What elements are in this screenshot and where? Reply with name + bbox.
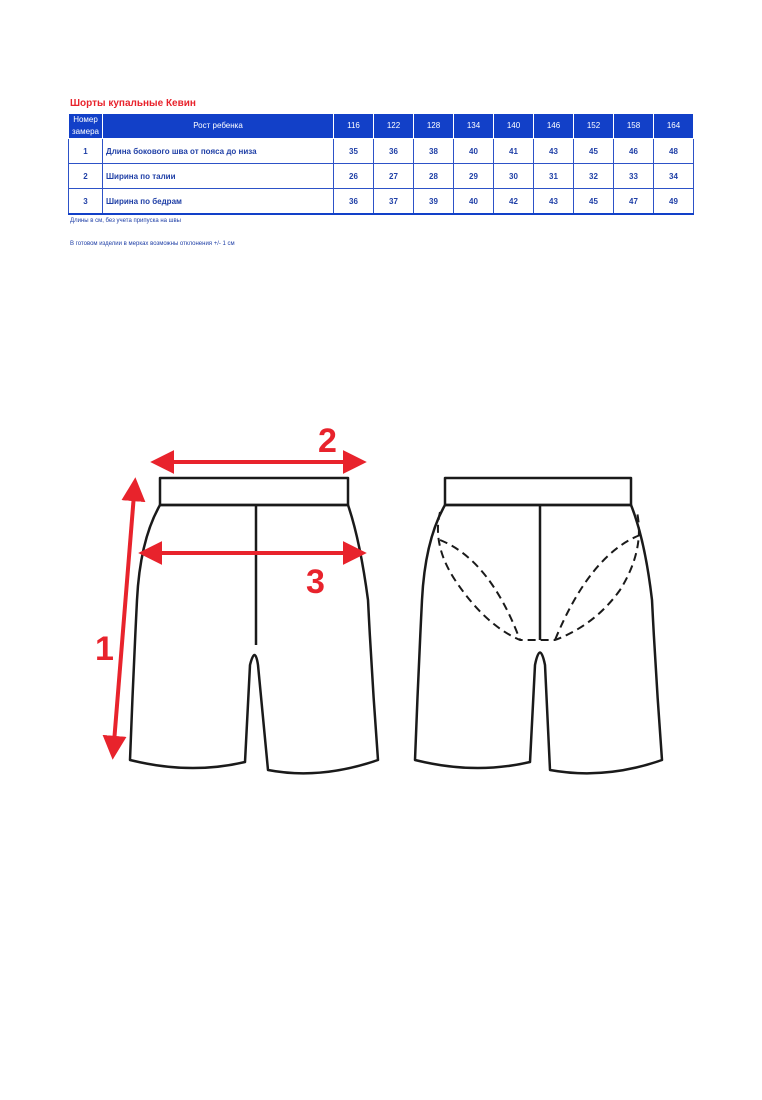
header-size: 116 bbox=[334, 114, 374, 139]
header-size: 158 bbox=[614, 114, 654, 139]
table-cell: 29 bbox=[454, 164, 494, 189]
header-size: 140 bbox=[494, 114, 534, 139]
table-cell: 40 bbox=[454, 189, 494, 215]
back-pocket-dashed-outer bbox=[438, 512, 639, 640]
product-title: Шорты купальные Кевин bbox=[70, 98, 196, 109]
table-cell: 46 bbox=[614, 139, 654, 164]
marker-hips: 3 bbox=[306, 563, 325, 601]
table-cell: 36 bbox=[334, 189, 374, 215]
row-measurement-name: Ширина по талии bbox=[103, 164, 334, 189]
front-waistband bbox=[160, 478, 348, 505]
row-measurement-name: Длина бокового шва от пояса до низа bbox=[103, 139, 334, 164]
row-number: 2 bbox=[69, 164, 103, 189]
table-cell: 38 bbox=[414, 139, 454, 164]
header-number-line2: замера bbox=[72, 127, 99, 136]
row-measurement-name: Ширина по бедрам bbox=[103, 189, 334, 215]
table-cell: 32 bbox=[574, 164, 614, 189]
header-size: 122 bbox=[374, 114, 414, 139]
table-cell: 48 bbox=[654, 139, 694, 164]
table-cell: 26 bbox=[334, 164, 374, 189]
marker-waist: 2 bbox=[318, 422, 337, 460]
table-cell: 47 bbox=[614, 189, 654, 215]
table-row bbox=[69, 189, 694, 215]
table-cell: 39 bbox=[414, 189, 454, 215]
units-note: Длины в см, без учета припуска на швы bbox=[70, 218, 181, 224]
marker-length: 1 bbox=[95, 630, 114, 668]
header-size: 128 bbox=[414, 114, 454, 139]
row-number: 3 bbox=[69, 189, 103, 215]
table-header-row bbox=[69, 114, 694, 139]
back-waistband bbox=[445, 478, 631, 505]
front-body-outline bbox=[130, 505, 378, 773]
header-size: 164 bbox=[654, 114, 694, 139]
table-cell: 45 bbox=[574, 139, 614, 164]
table-cell: 33 bbox=[614, 164, 654, 189]
table-cell: 37 bbox=[374, 189, 414, 215]
table-row bbox=[69, 139, 694, 164]
header-child-height: Рост ребенка bbox=[103, 114, 334, 139]
table-cell: 30 bbox=[494, 164, 534, 189]
shorts-measurement-diagram bbox=[0, 380, 762, 800]
shorts-front-view bbox=[130, 478, 378, 773]
table-cell: 43 bbox=[534, 189, 574, 215]
table-cell: 41 bbox=[494, 139, 534, 164]
header-size: 152 bbox=[574, 114, 614, 139]
table-cell: 27 bbox=[374, 164, 414, 189]
header-size: 134 bbox=[454, 114, 494, 139]
table-row bbox=[69, 164, 694, 189]
table-cell: 40 bbox=[454, 139, 494, 164]
header-number-line1: Номер bbox=[73, 115, 98, 124]
table-cell: 36 bbox=[374, 139, 414, 164]
tolerance-note: В готовом изделии в мерках возможны отклонения +/- 1 см bbox=[70, 241, 235, 247]
size-chart-table bbox=[68, 113, 694, 215]
header-measurement-number bbox=[69, 114, 103, 139]
table-cell: 42 bbox=[494, 189, 534, 215]
table-cell: 45 bbox=[574, 189, 614, 215]
table-cell: 43 bbox=[534, 139, 574, 164]
table-cell: 28 bbox=[414, 164, 454, 189]
shorts-back-view bbox=[415, 478, 662, 773]
table-cell: 49 bbox=[654, 189, 694, 215]
header-size: 146 bbox=[534, 114, 574, 139]
row-number: 1 bbox=[69, 139, 103, 164]
table-cell: 35 bbox=[334, 139, 374, 164]
table-cell: 34 bbox=[654, 164, 694, 189]
table-cell: 31 bbox=[534, 164, 574, 189]
